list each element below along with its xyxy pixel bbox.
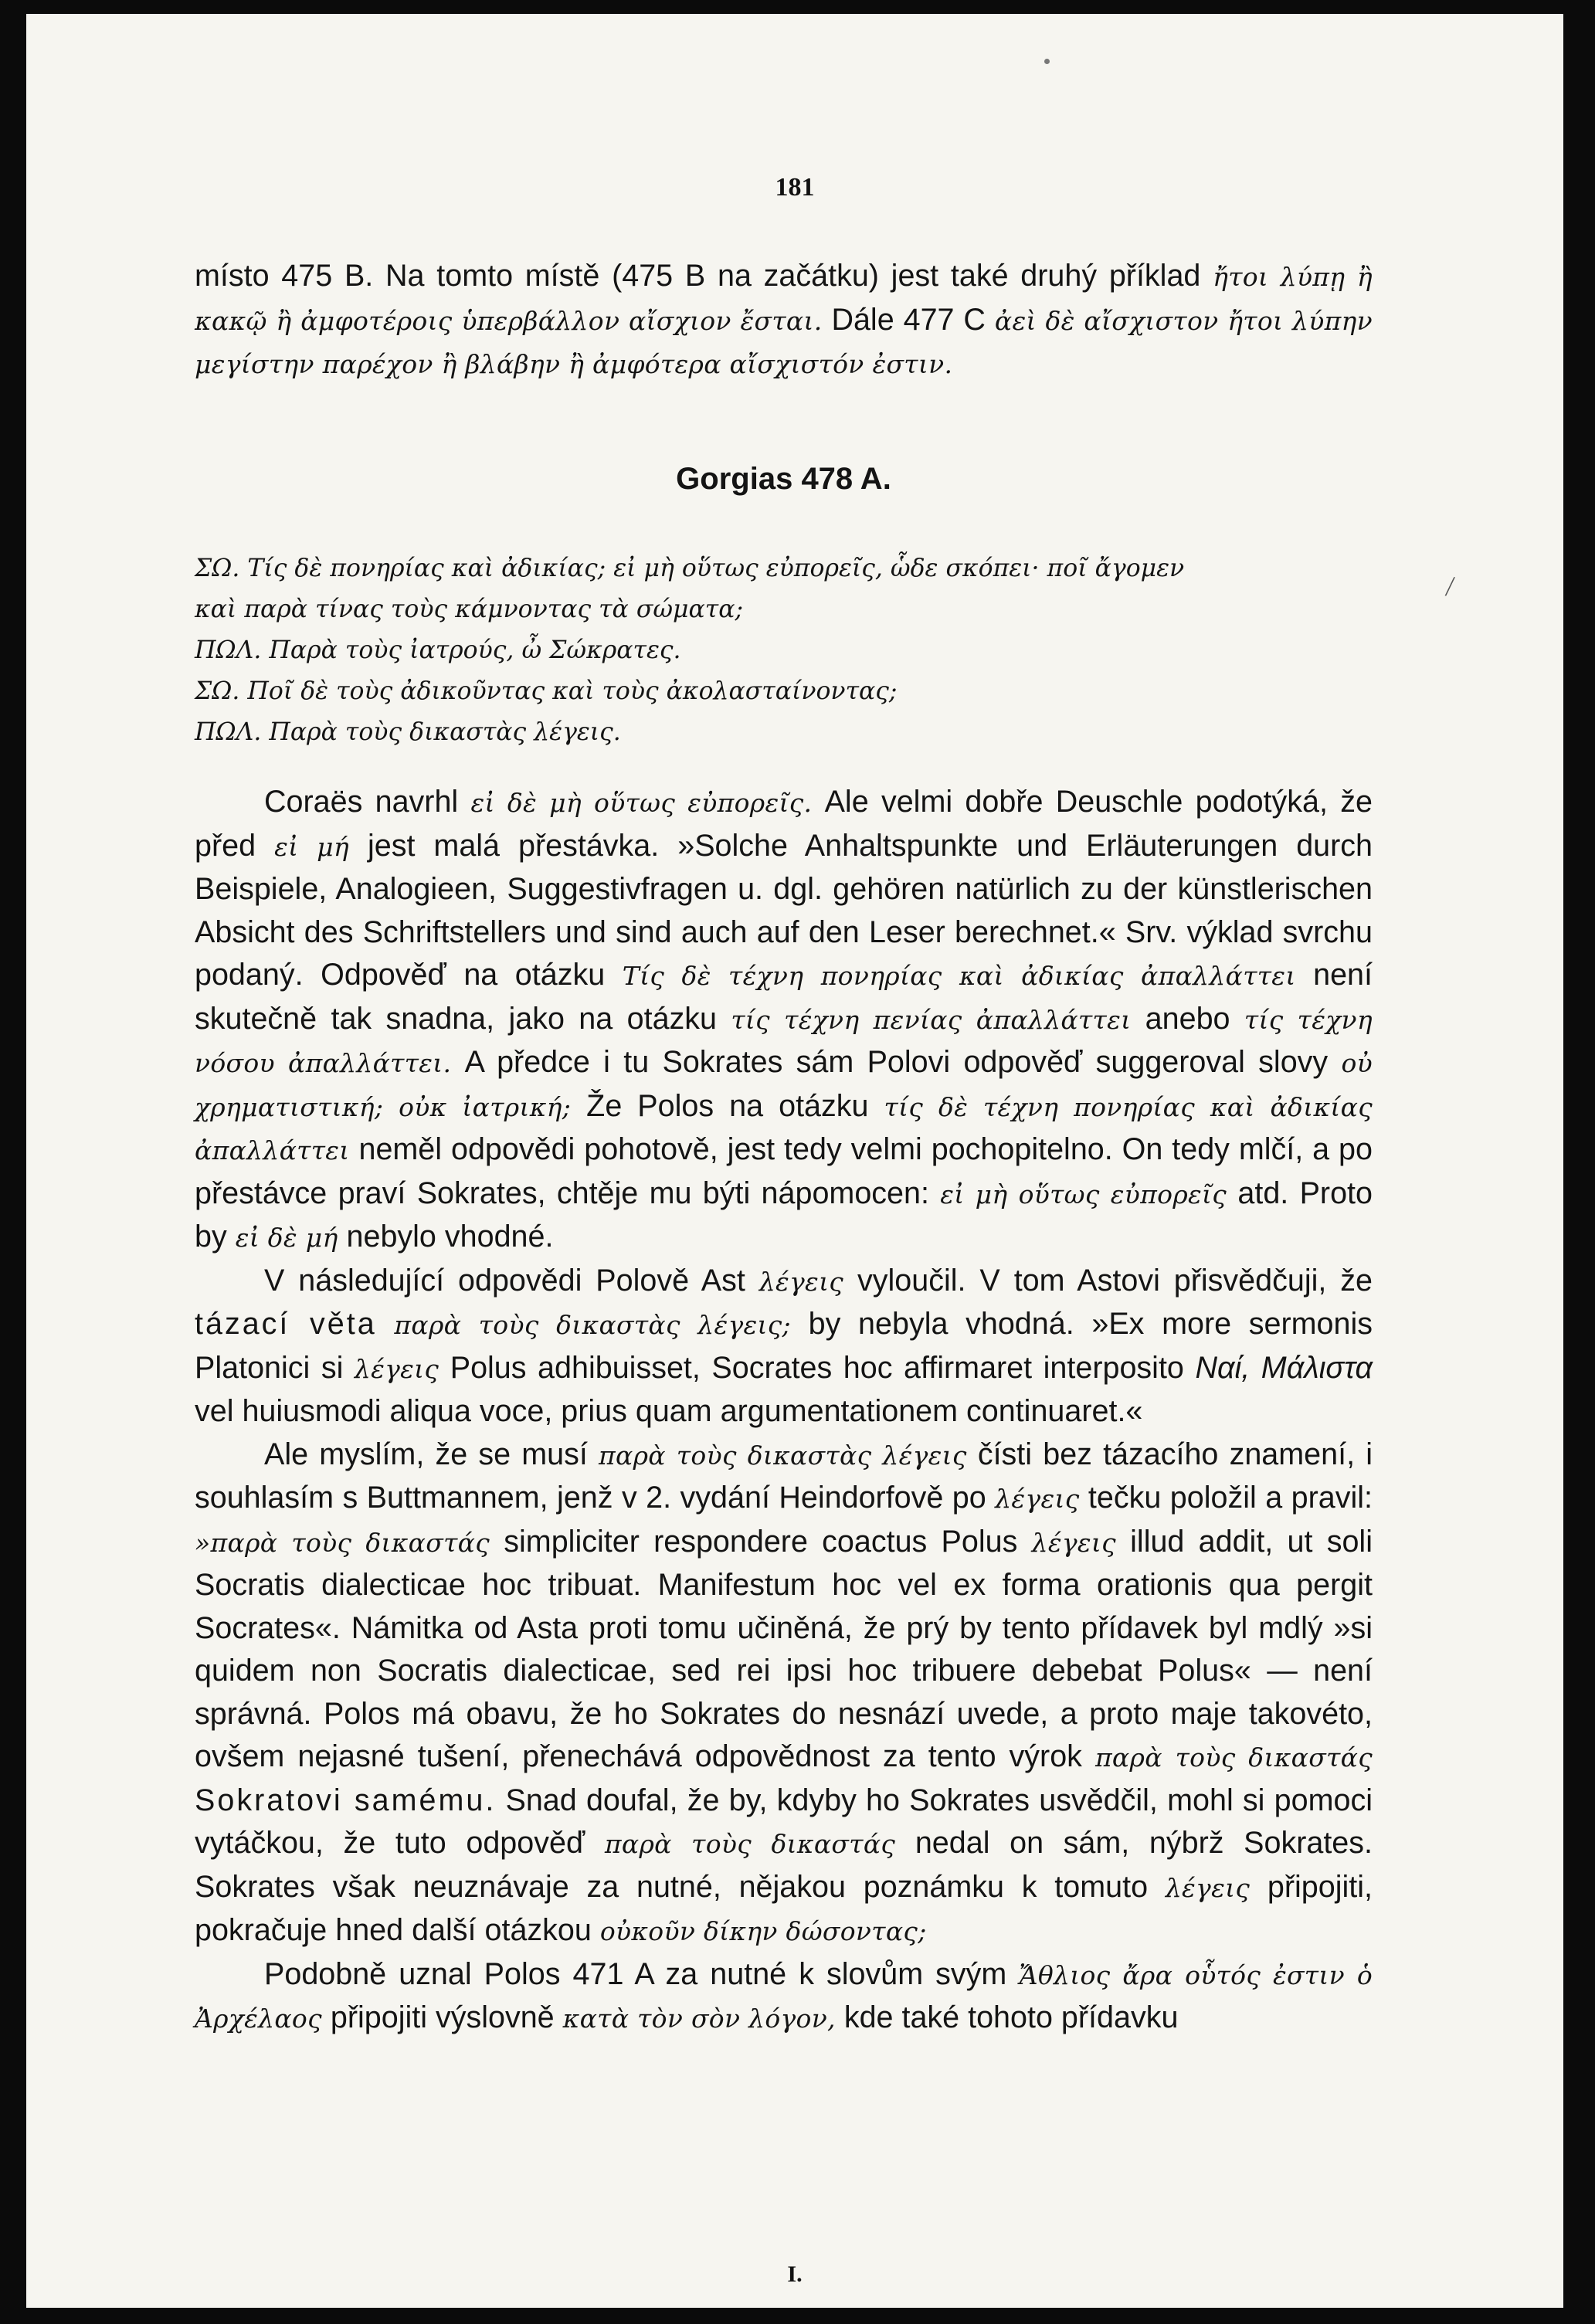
spaced-emphasis: tázací věta xyxy=(195,1307,377,1341)
greek-quote: τίς δὲ τέχνη πονηρίας καὶ ἀδικίας ἀπαλλάττει xyxy=(195,1091,1373,1165)
dialogue-line: ΣΩ. Ποῖ δὲ τοὺς ἀδικοῦντας καὶ τοὺς ἀκολασταίνοντας; xyxy=(195,677,898,705)
text-run: čísti bez tázacího znamení, i souhlasím s Buttmannem, jenž v 2. vydání Heindorfově po xyxy=(195,1437,1373,1515)
paragraph-5 xyxy=(195,1953,1373,2041)
italic-text: Ναί, Μάλιστα xyxy=(1195,1350,1373,1385)
greek-quote: παρὰ τοὺς δικαστὰς λέγεις xyxy=(599,1440,967,1471)
text-run: Snad doufal, že by, kdyby ho Sokrates usvědčil, mohl si pomoci vytáčkou, že tuto odpověď xyxy=(195,1783,1373,1860)
text-run: tečku položil a pravil: xyxy=(1079,1481,1373,1515)
greek-quote: εἰ μή xyxy=(274,831,349,862)
text-run: není skutečně tak snadna, jako na otázku xyxy=(195,958,1373,1036)
text-run: Coraës navrhl xyxy=(264,785,471,819)
greek-quote: λέγεις xyxy=(354,1353,439,1384)
greek-quote: ἤτοι λύπῃ ἢ κακῷ ἢ ἀμφοτέροις ὑπερβάλλον αἴσχιον ἔσται. xyxy=(195,262,1373,336)
dialogue-line: ΠΩΛ. Παρὰ τοὺς δικαστὰς λέγεις. xyxy=(195,718,621,746)
text-run: Ale velmi dobře Deuschle podotýká, že před xyxy=(195,785,1373,863)
text-run: jest malá přestávka. »Solche Anhaltspunkte und Erläuterungen durch Beispiele, Analogieen, Suggestivfragen u. dgl. gehören natürlich zu der künstlerischen Absicht des Schriftstellers und sind auch auf den Leser berechnet.« Srv. výklad svrchu podaný. Odpověď na otázku xyxy=(195,828,1373,992)
greek-quote: Τίς δὲ τέχνη πονηρίας καὶ ἀδικίας ἀπαλλάττει xyxy=(622,961,1296,991)
scanned-page xyxy=(26,14,1563,2308)
text-run: nebylo vhodné. xyxy=(338,1220,554,1254)
text-run: vel huiusmodi aliqua voce, prius quam argumentationem continuaret.« xyxy=(195,1394,1143,1428)
dialogue-line: ΣΩ. Τίς δὲ πονηρίας καὶ ἀδικίας; εἰ μὴ οὕτως εὐπορεῖς, ὧδε σκόπει· ποῖ ἄγομεν xyxy=(195,555,1185,582)
greek-quote: λέγεις xyxy=(995,1484,1080,1514)
text-run: Polus adhibuisset, Socrates hoc affirmaret interposito xyxy=(439,1350,1196,1385)
margin-pencil-mark: / xyxy=(1444,571,1457,602)
dialogue-line: καὶ παρὰ τίνας τοὺς κάμνοντας τὰ σώματα; xyxy=(195,595,744,623)
greek-quote: κατὰ τὸν σὸν λόγον, xyxy=(562,2003,836,2034)
text-run: by nebyla vhodná. »Ex more sermonis Platonici si xyxy=(195,1307,1373,1385)
greek-quote: παρὰ τοὺς δικαστάς xyxy=(1094,1742,1373,1773)
text-run: A předce i tu Sokrates sám Polovi odpověď suggeroval slovy xyxy=(451,1045,1342,1079)
greek-quote: ἀεὶ δὲ αἴσχιστον ἤτοι λύπην μεγίστην παρέχον ἢ βλάβην ἢ ἀμφότερα αἴσχιστόν ἐστιν. xyxy=(195,305,1373,379)
text-run: Ale myslím, že se musí xyxy=(264,1437,599,1471)
greek-quote: εἰ μὴ οὕτως εὐπορεῖς xyxy=(940,1179,1227,1209)
text-run: anebo xyxy=(1131,1001,1244,1036)
text-run: připojiti, pokračuje hned další otázkou xyxy=(195,1869,1373,1947)
greek-quote: οὐ χρηματιστική; οὐκ ἰατρική; xyxy=(195,1048,1373,1122)
text-run xyxy=(377,1307,395,1341)
greek-quote: παρὰ τοὺς δικαστὰς λέγεις; xyxy=(394,1310,791,1340)
section-heading: Gorgias 478 A. xyxy=(676,461,891,496)
paragraph-2 xyxy=(195,781,1373,1260)
text-run: simpliciter respondere coactus Polus xyxy=(490,1524,1032,1559)
text-run: neměl odpovědi pohotově, jest tedy velmi pochopitelno. On tedy mlčí, a po přestávce praví Sokrates, chtěje mu býti nápomocen: xyxy=(195,1132,1373,1210)
greek-quote: εἰ δὲ μὴ οὕτως εὐπορεῖς. xyxy=(470,788,813,818)
text-run: místo 475 B. Na tomto místě (475 B na začátku) jest také druhý příklad xyxy=(195,259,1213,293)
scan-speck xyxy=(1044,59,1050,64)
paragraph-intro xyxy=(195,255,1373,386)
paragraph-4 xyxy=(195,1433,1373,1953)
text-run: Že Polos na otázku xyxy=(571,1088,884,1123)
spaced-emphasis: Sokratovi samému. xyxy=(195,1783,497,1817)
greek-quote: οὐκοῦν δίκην δώσοντας; xyxy=(599,1916,927,1946)
paragraph-3 xyxy=(195,1260,1373,1433)
greek-quote: »παρὰ τοὺς δικαστάς xyxy=(195,1527,490,1558)
greek-quote: παρὰ τοὺς δικαστάς xyxy=(604,1829,896,1859)
greek-quote: εἰ δὲ μή xyxy=(235,1223,338,1253)
text-run: atd. Proto by xyxy=(195,1176,1373,1254)
text-run: Dále 477 C xyxy=(822,302,995,337)
text-run: kde také tohoto přídavku xyxy=(835,2000,1179,2034)
greek-quote: τίς τέχνη νόσου ἀπαλλάττει. xyxy=(195,1004,1373,1078)
greek-quote: τίς τέχνη πενίας ἀπαλλάττει xyxy=(731,1004,1132,1035)
text-run: Podobně uznal Polos 471 A za nutné k slovům svým xyxy=(264,1956,1020,1991)
text-run: připojiti výslovně xyxy=(321,2000,563,2034)
dialogue-line: ΠΩΛ. Παρὰ τοὺς ἰατρούς, ὦ Σώκρατες. xyxy=(195,636,681,664)
greek-quote: λέγεις xyxy=(1165,1872,1251,1903)
signature-mark: I. xyxy=(787,2261,803,2287)
greek-quote: λέγεις xyxy=(758,1266,844,1297)
greek-quote: λέγεις xyxy=(1031,1527,1116,1558)
text-run: vyloučil. V tom Astovi přisvědčuji, že xyxy=(843,1263,1373,1298)
greek-dialogue xyxy=(195,548,1373,753)
text-run: illud addit, ut soli Socratis dialecticae hoc tribuat. Manifestum hoc vel ex forma orationis qua pergit Socrates«. Námitka od Asta proti tomu učiněná, že prý by tento přídavek byl mdlý »si quidem non Socratis dialecticae, sed rei ipsi hoc tribuere debebat Polus« — není správná. Polos má obavu, že ho Sokrates do nesnází uvede, a proto maje takovéto, ovšem nejasné tušení, přenechává odpovědnost za tento výrok xyxy=(195,1524,1373,1773)
text-run: V následující odpovědi Polově Ast xyxy=(264,1263,759,1298)
page-number: 181 xyxy=(775,173,815,202)
text-run: nedal on sám, nýbrž Sokrates. Sokrates však neuznávaje za nutné, nějakou poznámku k tomuto xyxy=(195,1826,1373,1904)
page-body xyxy=(195,255,1373,2041)
greek-quote: Ἄθλιος ἄρα οὗτός ἐστιν ὁ Ἀρχέλαος xyxy=(195,1959,1373,2034)
